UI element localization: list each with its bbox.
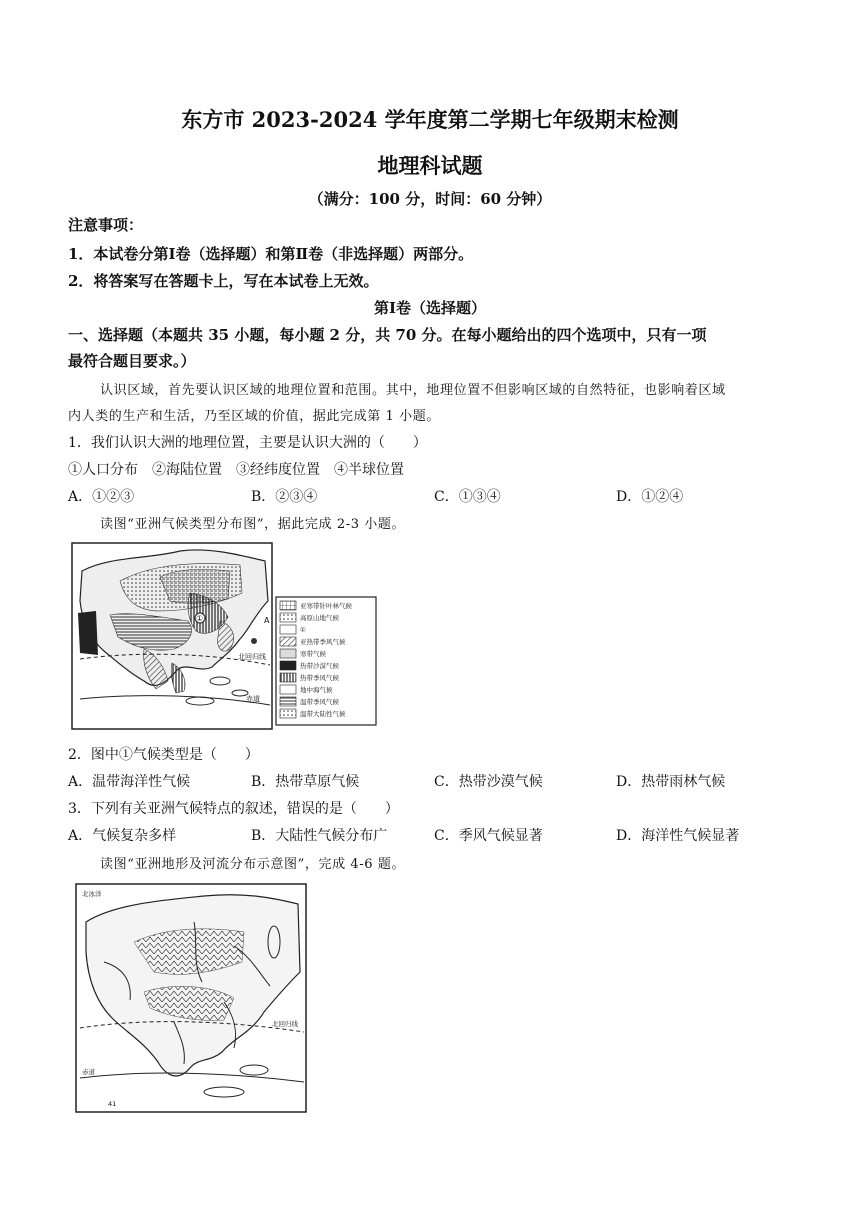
legend-label-1: 亚寒带针叶林气候 [300,602,352,610]
legend-label-3: ① [300,626,306,634]
question-2-stem: 2．图中①气候类型是（ ） [68,747,259,763]
question-3-option-b[interactable]: B．大陆性气候分布广 [251,828,388,844]
question-3-stem: 3．下列有关亚洲气候特点的叙述，错误的是（ ） [68,801,399,817]
question-3-option-c[interactable]: C．季风气候显著 [434,828,543,844]
asia-terrain-river-map-graphic [74,882,310,1114]
legend-label-8: 地中海气候 [300,686,333,694]
asia-climate-map-graphic [70,541,382,731]
intro-paragraph-line-2: 内人类的生产和生活，乃至区域的价值，据此完成第 1 小题。 [68,409,440,424]
question-1-option-c[interactable]: C．①③④ [434,489,501,505]
score-time: （满分：100 分，时间：60 分钟） [308,190,552,208]
question-2-option-d[interactable]: D．热带雨林气候 [616,774,726,790]
legend-label-2: 高原山地气候 [300,614,339,622]
legend-label-4: 亚热带季风气候 [300,638,346,646]
map2-label-tropic: 北回归线 [272,1020,298,1028]
question-1-items: ①人口分布 ②海陆位置 ③经纬度位置 ④半球位置 [68,462,404,478]
legend-label-5: 寒带气候 [300,650,326,658]
notes-heading: 注意事项： [68,216,144,234]
asia-terrain-river-map [74,882,310,1114]
section-heading-cont: 最符合题目要求。） [68,352,196,370]
map2-label-equator: 赤道 [82,1068,95,1076]
question-1-stem: 1．我们认识大洲的地理位置，主要是认识大洲的（ ） [68,435,427,451]
note-item-2: 2．将答案写在答题卡上，写在本试卷上无效。 [68,272,379,290]
note-item-1: 1．本试卷分第Ⅰ卷（选择题）和第Ⅱ卷（非选择题）两部分。 [68,245,474,263]
question-2-option-b[interactable]: B．热带草原气候 [251,774,360,790]
question-3-option-a[interactable]: A．气候复杂多样 [68,828,177,844]
legend-label-6: 热带沙漠气候 [300,662,339,670]
question-3-options [68,825,828,845]
map1-intro: 读图“亚洲气候类型分布图”，据此完成 2-3 小题。 [100,517,406,532]
question-1-option-b[interactable]: B．②③④ [251,489,318,505]
exam-title: 东方市 2023-2024 学年度第二学期七年级期末检测 [181,107,679,132]
question-1-options [68,486,828,506]
map2-intro: 读图“亚洲地形及河流分布示意图”，完成 4-6 题。 [100,857,406,872]
question-2-option-c[interactable]: C．热带沙漠气候 [434,774,543,790]
part1-title: 第Ⅰ卷（选择题） [373,299,487,317]
legend-label-7: 热带季风气候 [300,674,339,682]
exam-subject: 地理科试题 [377,153,483,178]
legend-label-9: 温带季风气候 [300,698,339,706]
question-1-option-a[interactable]: A．①②③ [68,489,135,505]
asia-climate-map [70,541,382,731]
legend-label-10: 温带大陆性气候 [300,710,346,718]
map2-label-number: 41 [108,1100,117,1108]
map1-marker-1: ① [196,614,204,623]
question-2-option-a[interactable]: A．温带海洋性气候 [68,774,191,790]
section-heading: 一、选择题（本题共 35 小题，每小题 2 分，共 70 分。在每小题给出的四个选项中，只有一项 [68,326,707,344]
question-2-options [68,771,828,791]
question-3-option-d[interactable]: D．海洋性气候显著 [616,828,740,844]
question-1-option-d[interactable]: D．①②④ [616,489,684,505]
intro-paragraph-line-1: 认识区域，首先要认识区域的地理位置和范围。其中，地理位置不但影响区域的自然特征，也影响着区域 [100,383,726,398]
map1-tropic-label: 北回归线 [238,653,266,661]
map1-equator-label: 赤道 [246,695,260,703]
map1-marker-a: A [264,616,270,625]
map2-label-top-left: 北冰洋 [82,890,102,898]
